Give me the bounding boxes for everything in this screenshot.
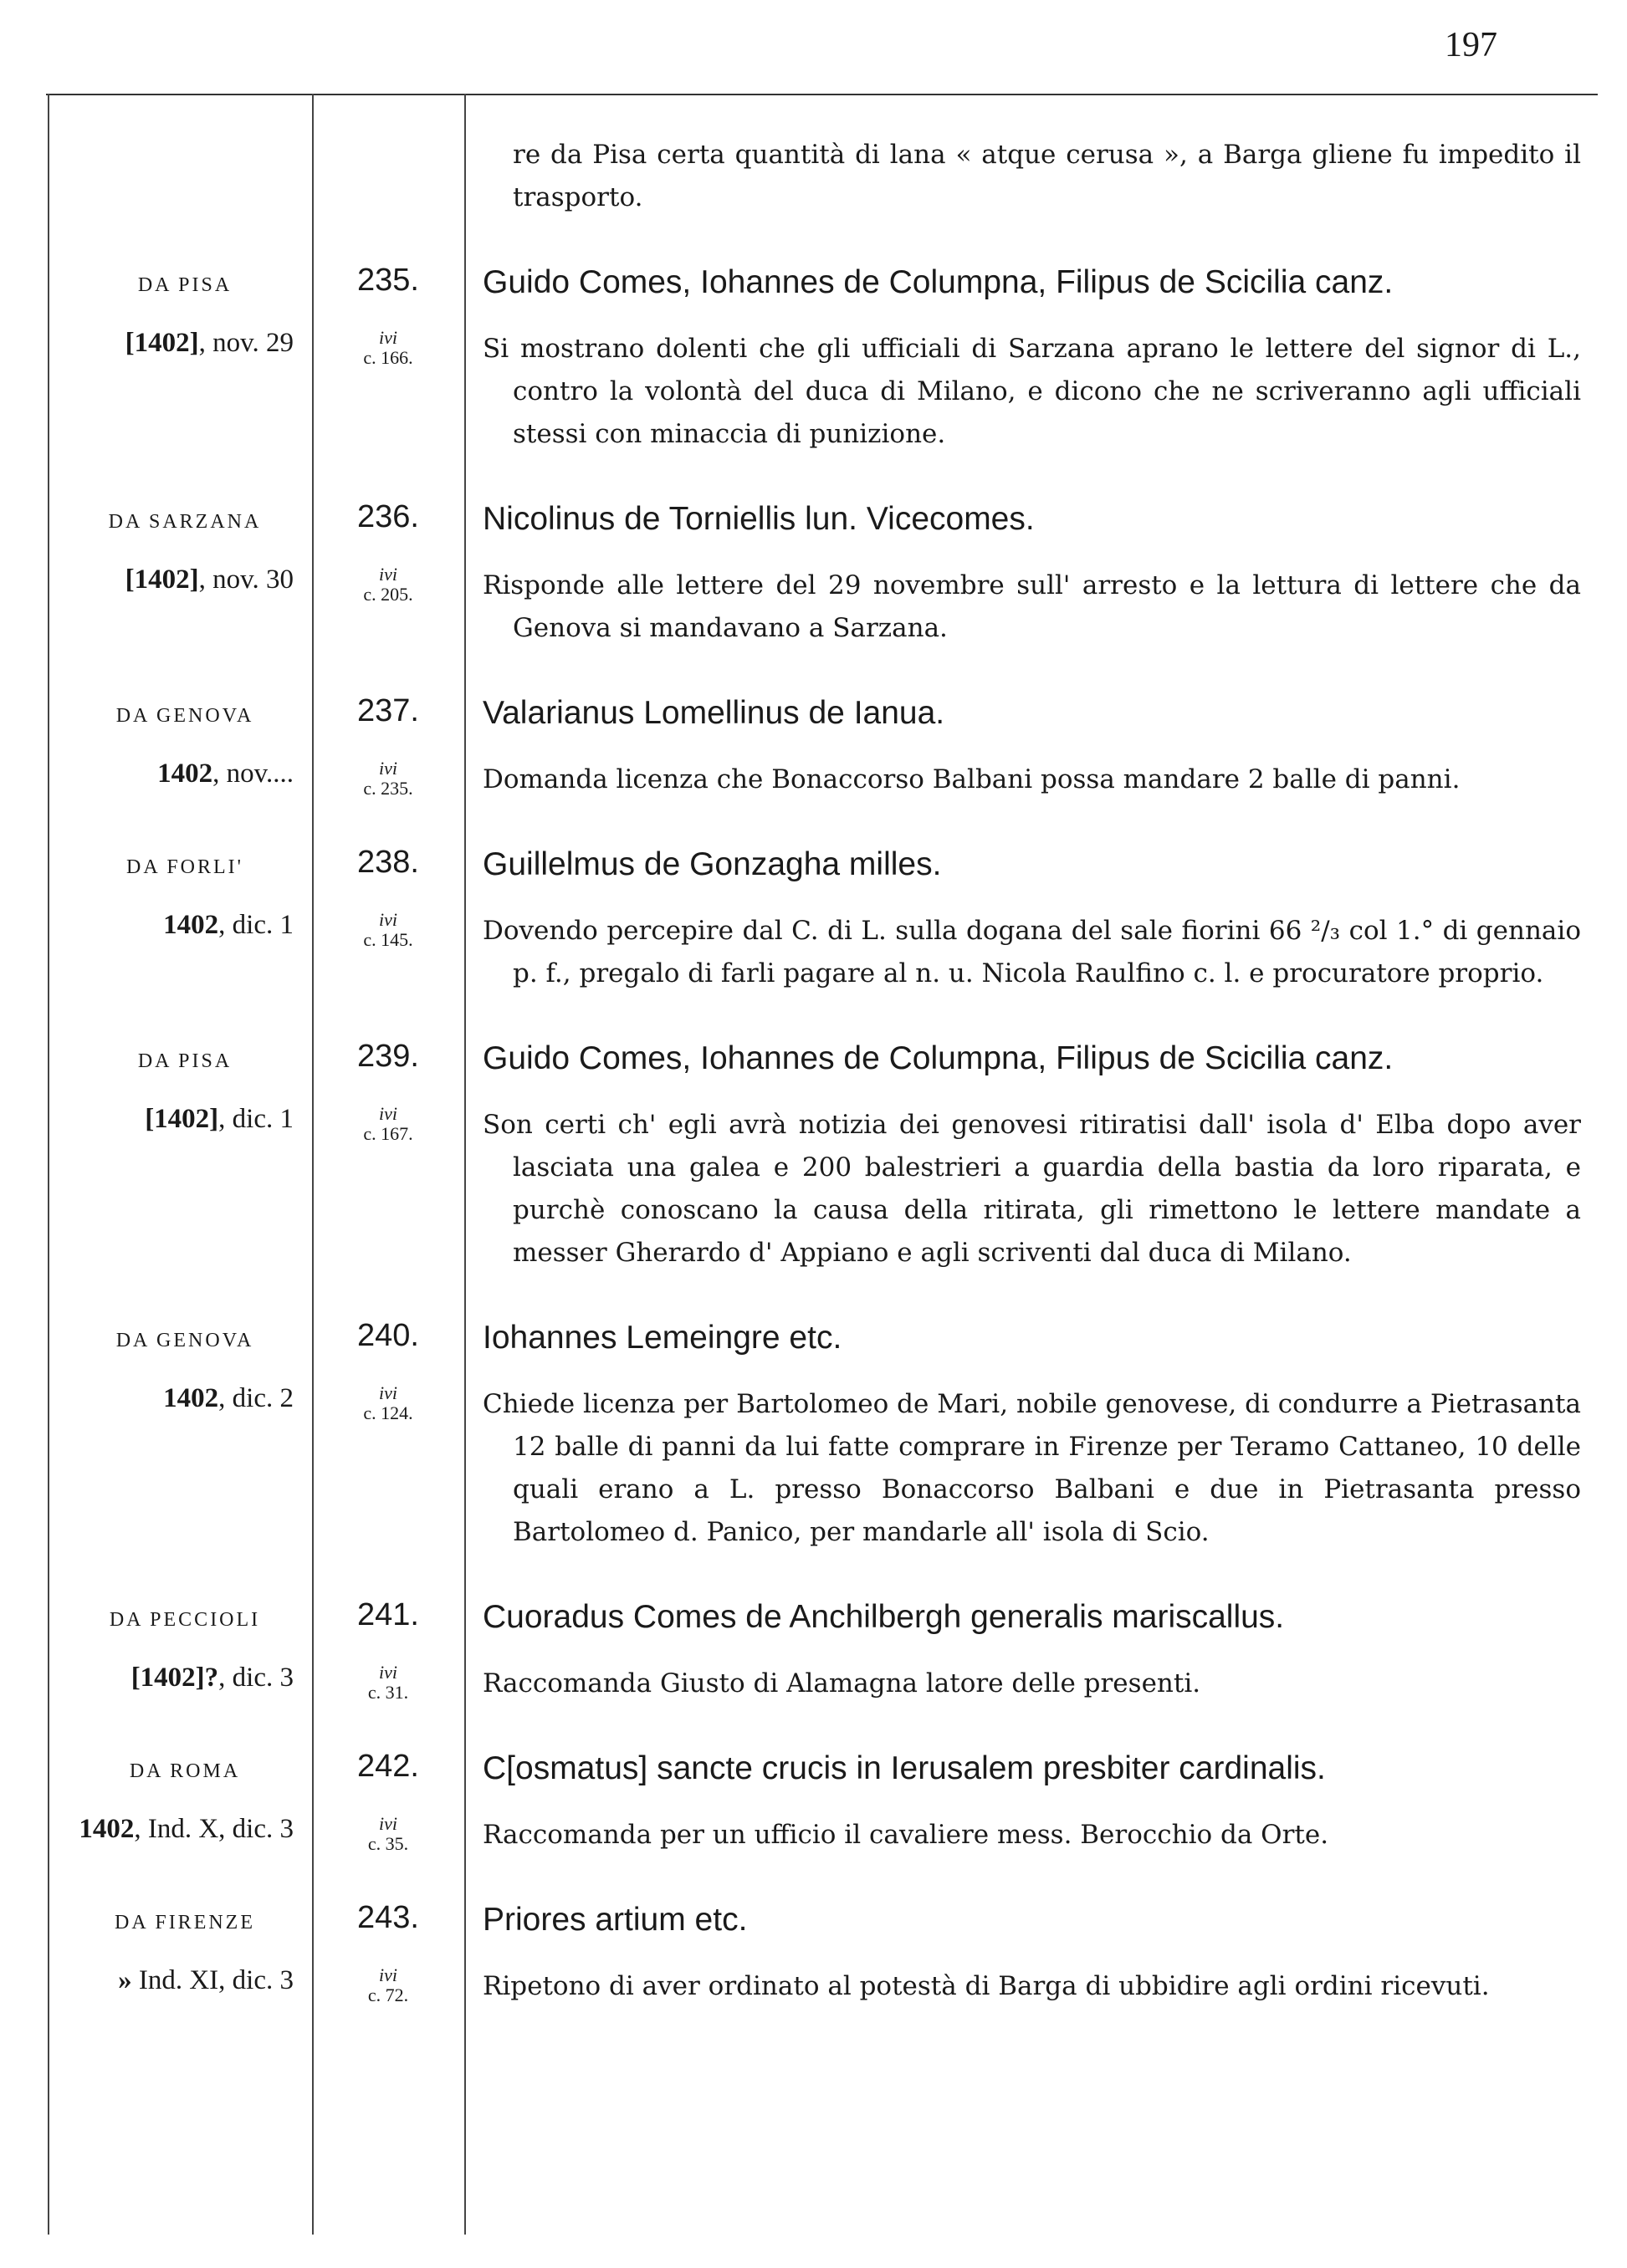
- entry-date: [48, 1814, 312, 1845]
- entry-header: [48, 499, 1598, 539]
- entry-origin: DA SARZANA: [108, 511, 262, 533]
- entry-ref-carta: c. 72.: [367, 1984, 409, 2005]
- entry-reference: [312, 1104, 464, 1144]
- entry-reference: [312, 1814, 464, 1854]
- entry-origin: DA FORLI': [125, 856, 243, 878]
- entry-ref-ivi: ivi: [379, 1964, 397, 1985]
- entry-ref-carta: c. 166.: [363, 347, 413, 368]
- entry-date-rest: , nov. 30: [198, 564, 294, 595]
- entry-number: 241.: [357, 1597, 419, 1632]
- entry-header: [48, 1597, 1598, 1637]
- entry-date: [48, 1104, 312, 1135]
- entry-reference: [312, 564, 464, 605]
- entry-detail: [48, 1104, 1598, 1274]
- entry-date-rest: , dic. 1: [218, 1104, 294, 1134]
- entry-number: 236.: [357, 499, 419, 534]
- entry-reference: [312, 328, 464, 368]
- entry-number: 240.: [357, 1318, 419, 1353]
- entry-senders: Cuoradus Comes de Anchilbergh generalis mariscallus.: [483, 1599, 1285, 1635]
- entry-date: [48, 1965, 312, 1996]
- entry-date-year: 1402: [163, 910, 219, 940]
- entry-origin: DA PISA: [137, 1050, 233, 1072]
- entry-summary: Ripetono di aver ordinato al potestà di Barga di ubbidire agli ordini ricevuti.: [483, 1971, 1490, 2001]
- entry-origin: DA PISA: [137, 274, 233, 296]
- entry-header: [48, 1318, 1598, 1358]
- entry-number: 235.: [357, 263, 419, 298]
- entry-senders: Priores artium etc.: [483, 1902, 748, 1938]
- entry-date-year: [1402]: [125, 328, 199, 358]
- entry-date-rest: , dic. 2: [218, 1383, 294, 1413]
- entry-detail: [48, 564, 1598, 650]
- continuation-row: [48, 134, 1598, 219]
- entry-ref-carta: c. 205.: [363, 584, 413, 605]
- entry-date: [48, 328, 312, 359]
- entry-origin: DA PECCIOLI: [109, 1609, 261, 1631]
- entry-detail: [48, 1383, 1598, 1554]
- entry-header: [48, 263, 1598, 303]
- entry-ref-ivi: ivi: [379, 1382, 397, 1403]
- entry-date: [48, 564, 312, 595]
- entry-header: [48, 1749, 1598, 1789]
- entry-detail: [48, 1814, 1598, 1857]
- entry-number: 242.: [357, 1749, 419, 1784]
- entry-ref-ivi: ivi: [379, 909, 397, 930]
- entry-header: [48, 1039, 1598, 1079]
- entry-detail: [48, 1663, 1598, 1705]
- entry-senders: Guido Comes, Iohannes de Columpna, Filipus de Scicilia canz.: [483, 1040, 1394, 1076]
- entry-detail: [48, 910, 1598, 995]
- entry-number: 239.: [357, 1039, 419, 1074]
- entry-ref-carta: c. 235.: [363, 778, 413, 799]
- entry-ref-ivi: ivi: [379, 327, 397, 348]
- entry-header: [48, 693, 1598, 733]
- entry-date-rest: , dic. 3: [218, 1663, 294, 1693]
- entry-header: [48, 1900, 1598, 1940]
- entry-ref-ivi: ivi: [379, 564, 397, 585]
- entry-number: 238.: [357, 845, 419, 880]
- entry-date: [48, 910, 312, 941]
- entry-ref-ivi: ivi: [379, 1662, 397, 1683]
- entry-date-rest: Ind. XI, dic. 3: [131, 1965, 294, 1995]
- entry-ref-ivi: ivi: [379, 1813, 397, 1834]
- entry-date-year: 1402: [79, 1814, 135, 1844]
- entry-ref-carta: c. 124.: [363, 1402, 413, 1423]
- entry-detail: [48, 759, 1598, 801]
- entry-number: 243.: [357, 1900, 419, 1935]
- entry-detail: [48, 1965, 1598, 2008]
- entry-senders: C[osmatus] sancte crucis in Ierusalem presbiter cardinalis.: [483, 1750, 1326, 1786]
- entry-date: [48, 1663, 312, 1693]
- entry-summary: Chiede licenza per Bartolomeo de Mari, nobile genovese, di condurre a Pietrasanta 12 balle di panni da lui fatte comprare in Firenze per Teramo Cattaneo, 10 delle quali erano a L. presso Bonaccorso Balbani e due in Pietrasanta presso Bartolomeo d. Panico, per mandarle all' isola di Scio.: [483, 1389, 1581, 1547]
- entry-summary: Domanda licenza che Bonaccorso Balbani possa mandare 2 balle di panni.: [483, 764, 1461, 794]
- entry-date-year: [1402]: [125, 564, 199, 595]
- entry-origin: DA FIRENZE: [115, 1912, 255, 1933]
- entry-reference: [312, 1965, 464, 2005]
- entry-date-year: [1402]?: [130, 1663, 219, 1693]
- entry-summary: Dovendo percepire dal C. di L. sulla dogana del sale fiorini 66 ²/₃ col 1.° di gennaio p. f., pregalo di farli pagare al n. u. Nicola Raulfino c. l. e procuratore proprio.: [483, 916, 1581, 988]
- entry-ref-carta: c. 145.: [363, 929, 413, 950]
- entry-senders: Iohannes Lemeingre etc.: [483, 1320, 842, 1356]
- entry-ref-ivi: ivi: [379, 758, 397, 779]
- entry-summary: Raccomanda Giusto di Alamagna latore delle presenti.: [483, 1668, 1201, 1698]
- entry-summary: Si mostrano dolenti che gli ufficiali di Sarzana aprano le lettere del signor di L., contro la volontà del duca di Milano, e dicono che ne scriveranno agli ufficiali stessi con minaccia di punizione.: [483, 334, 1581, 449]
- entry-senders: Guillelmus de Gonzagha milles.: [483, 846, 942, 882]
- entry-date: [48, 759, 312, 789]
- entry-origin: DA GENOVA: [115, 1330, 254, 1351]
- entry-date-year: 1402: [157, 759, 213, 789]
- entry-date-year: 1402: [163, 1383, 219, 1413]
- entry-summary: Risponde alle lettere del 29 novembre sull' arresto e la lettura di lettere che da Genova si mandavano a Sarzana.: [483, 570, 1581, 643]
- entry-reference: [312, 1383, 464, 1423]
- entry-reference: [312, 910, 464, 950]
- entry-reference: [312, 759, 464, 799]
- page-number: 197: [1445, 26, 1497, 64]
- entry-date-rest: , nov....: [212, 759, 294, 789]
- entry-date-year: [1402]: [145, 1104, 219, 1134]
- entry-detail: [48, 328, 1598, 456]
- entry-ref-carta: c. 35.: [367, 1833, 409, 1854]
- entry-date-rest: , Ind. X, dic. 3: [134, 1814, 294, 1844]
- entry-summary: Son certi ch' egli avrà notizia dei genovesi ritiratisi dall' isola d' Elba dopo aver lasciata una galea e 200 balestrieri a guardia della bastia da loro riparata, e purchè conoscano la causa della ritirata, gli rimettono le lettere mandate a messer Gherardo d' Appiano e agli scriventi dal duca di Milano.: [483, 1110, 1581, 1268]
- entry-date-year: »: [118, 1965, 132, 1995]
- entry-origin: DA ROMA: [129, 1760, 241, 1782]
- continuation-text: re da Pisa certa quantità di lana « atque cerusa », a Barga gliene fu impedito il trasporto.: [513, 140, 1581, 212]
- entry-ref-carta: c. 167.: [363, 1123, 413, 1144]
- entry-ref-ivi: ivi: [379, 1103, 397, 1124]
- entry-date: [48, 1383, 312, 1414]
- register-table: [48, 94, 1598, 2008]
- entry-reference: [312, 1663, 464, 1703]
- entry-senders: Nicolinus de Torniellis lun. Vicecomes.: [483, 501, 1035, 537]
- entry-date-rest: , nov. 29: [198, 328, 294, 358]
- entry-date-rest: , dic. 1: [218, 910, 294, 940]
- entry-number: 237.: [357, 693, 419, 728]
- entry-senders: Valarianus Lomellinus de Ianua.: [483, 695, 945, 731]
- entry-senders: Guido Comes, Iohannes de Columpna, Filipus de Scicilia canz.: [483, 264, 1394, 300]
- entry-origin: DA GENOVA: [115, 705, 254, 727]
- entry-header: [48, 845, 1598, 885]
- entry-summary: Raccomanda per un ufficio il cavaliere mess. Berocchio da Orte.: [483, 1820, 1329, 1850]
- entry-ref-carta: c. 31.: [367, 1682, 409, 1703]
